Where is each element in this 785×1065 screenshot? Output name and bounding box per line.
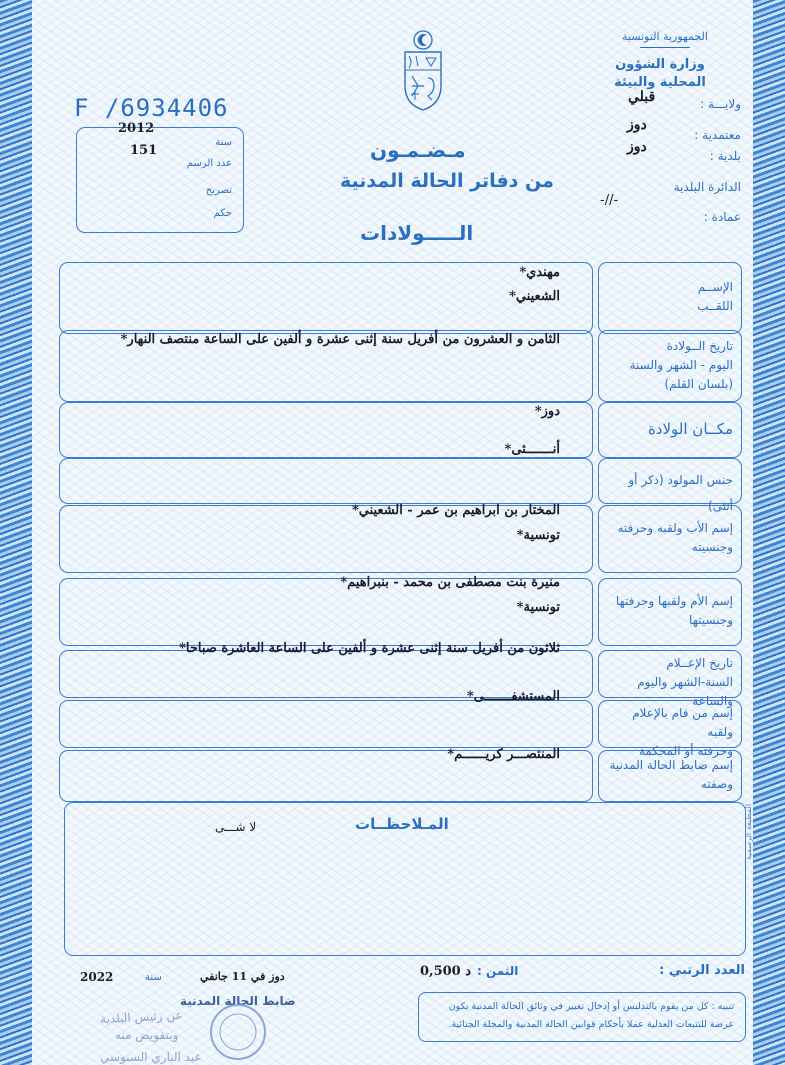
issue-year-value: 2022 bbox=[80, 970, 114, 984]
stamp-line-2: وبتفويض منه bbox=[115, 1028, 179, 1042]
field-handwritten-value: ثلاثون من أفريل سنة إثنى عشرة و ألفين على الساعة العاشرة صباحا* bbox=[179, 641, 560, 656]
field-label-line: وحرفته أو المحكمة bbox=[638, 744, 733, 758]
field-handwritten-value: المستشفـــــــى* bbox=[466, 689, 560, 704]
title-summary: مـضـمـون bbox=[370, 138, 466, 162]
price-value: 0,500 د bbox=[420, 964, 472, 979]
legal-notice: تنبيه : كل من يقوم بالتدليس أو إدخال تغيير في وثائق الحالة المدنية يكون عرضة للتتبعات العدلية عملا بأحكام قوانين الحالة المدنية والمجلة الجنائية. bbox=[448, 1001, 734, 1030]
wilaya-label: ولايـــة : bbox=[700, 97, 741, 111]
officer-title: ضابط الحالة المدنية bbox=[180, 994, 296, 1008]
field-value-box bbox=[59, 700, 593, 748]
field-label-line: وصفته bbox=[700, 777, 733, 791]
field-label-line: إسم من قام بالإعلام ولقبه bbox=[632, 706, 733, 739]
declaration-label: تصريح bbox=[205, 185, 232, 196]
left-decorative-border bbox=[0, 0, 32, 1065]
issue-place-date: دوز في 11 جانفي bbox=[200, 970, 285, 983]
field-label-line: الإســم bbox=[697, 280, 733, 294]
field-label bbox=[605, 592, 733, 630]
serial-number: F /6934406 bbox=[74, 94, 229, 122]
record-number-label: عدد الرسم bbox=[186, 158, 232, 169]
mutamadiya-label: معتمدية : bbox=[694, 128, 741, 142]
omada-label: عمادة : bbox=[703, 210, 741, 224]
price-label: الثمن : bbox=[477, 964, 519, 978]
daira-label: الدائرة البلدية bbox=[673, 180, 741, 194]
mutamadiya-value-top: دوز bbox=[627, 117, 647, 133]
field-handwritten-value: أنـــــــثى* bbox=[504, 442, 560, 457]
issue-year-label: سنة bbox=[145, 972, 162, 983]
field-label-line: وجنسيته bbox=[691, 540, 733, 554]
title-civil-registers: من دفاتر الحالة المدنية bbox=[340, 170, 554, 192]
remarks-label: المـلاحظــات bbox=[355, 815, 449, 833]
ministry-name: وزارة الشؤون المحلية والبيئة bbox=[614, 57, 706, 90]
field-label-line: إسم الأم ولقبها وحرفتها bbox=[615, 594, 733, 608]
wilaya-value: قبلي bbox=[628, 89, 656, 105]
field-handwritten-value: دوز* bbox=[534, 404, 560, 419]
field-label-line: اليوم - الشهر والسنة bbox=[629, 357, 733, 372]
field-label-line: (بلسان القلم) bbox=[664, 376, 733, 391]
field-handwritten-value: الشعيني* bbox=[509, 289, 560, 304]
record-year-value: 2012 bbox=[118, 121, 155, 136]
field-handwritten-value: مهندي* bbox=[519, 265, 560, 280]
field-label-line: جنس المولود (ذكر أو أنثى) bbox=[628, 473, 733, 513]
field-label-line: تاريخ الــولادة bbox=[666, 338, 733, 353]
record-number-value: 151 bbox=[130, 143, 158, 158]
republic-name: الجمهورية التونسية bbox=[622, 30, 708, 43]
field-label bbox=[605, 756, 733, 794]
field-label-line: اللقــب bbox=[697, 299, 733, 313]
field-label-line: مكــان الولادة bbox=[647, 420, 733, 438]
remarks-value: لا شـــى bbox=[215, 820, 257, 834]
stamp-line-3: عبد الباري السنوسي bbox=[100, 1050, 202, 1064]
round-seal-icon bbox=[208, 1002, 268, 1062]
header-divider bbox=[640, 47, 690, 48]
field-value-box bbox=[59, 458, 593, 504]
field-handwritten-value: المنتصـــر كريــــــم* bbox=[447, 747, 560, 762]
field-handwritten-value: تونسية* bbox=[516, 600, 560, 615]
coat-of-arms-icon bbox=[398, 30, 448, 116]
field-label-line: إسم الأب ولقبه وحرفته bbox=[617, 521, 733, 535]
record-year-label: سنة bbox=[215, 137, 232, 148]
baladiya-label: بلدية : bbox=[709, 149, 741, 163]
field-handwritten-value: منيرة بنت مصطفى بن محمد - بنبراهيم* bbox=[340, 575, 560, 590]
field-label-line: السنة-الشهر واليوم والساعة bbox=[637, 675, 733, 708]
stamp-line-1: عن رئيس البلدية bbox=[99, 1007, 183, 1027]
side-printer-mark: المطبعة الرسمية bbox=[744, 803, 753, 860]
field-label bbox=[605, 416, 733, 442]
right-decorative-border bbox=[753, 0, 785, 1065]
field-label-line: تاريخ الإعــلام bbox=[666, 656, 733, 670]
baladiya-value: دوز bbox=[627, 139, 647, 155]
field-label-line: وجنسيتها bbox=[689, 613, 733, 627]
field-handwritten-value: المختار بن ابراهيم بن عمر - الشعيني* bbox=[351, 503, 560, 518]
title-births: الـــــولادات bbox=[360, 221, 474, 245]
field-label bbox=[605, 519, 733, 557]
field-label bbox=[605, 278, 733, 316]
daira-value: -//- bbox=[600, 193, 619, 208]
field-handwritten-value: تونسية* bbox=[516, 528, 560, 543]
judgment-label: حكم bbox=[213, 208, 232, 219]
serial-number-label: العدد الرتبي : bbox=[659, 963, 745, 978]
field-label-line: إسم ضابط الحالة المدنية bbox=[609, 758, 733, 772]
field-label bbox=[605, 337, 733, 394]
field-handwritten-value: الثامن و العشرون من أفريل سنة إثنى عشرة و ألفين على الساعة منتصف النهار* bbox=[120, 332, 560, 347]
